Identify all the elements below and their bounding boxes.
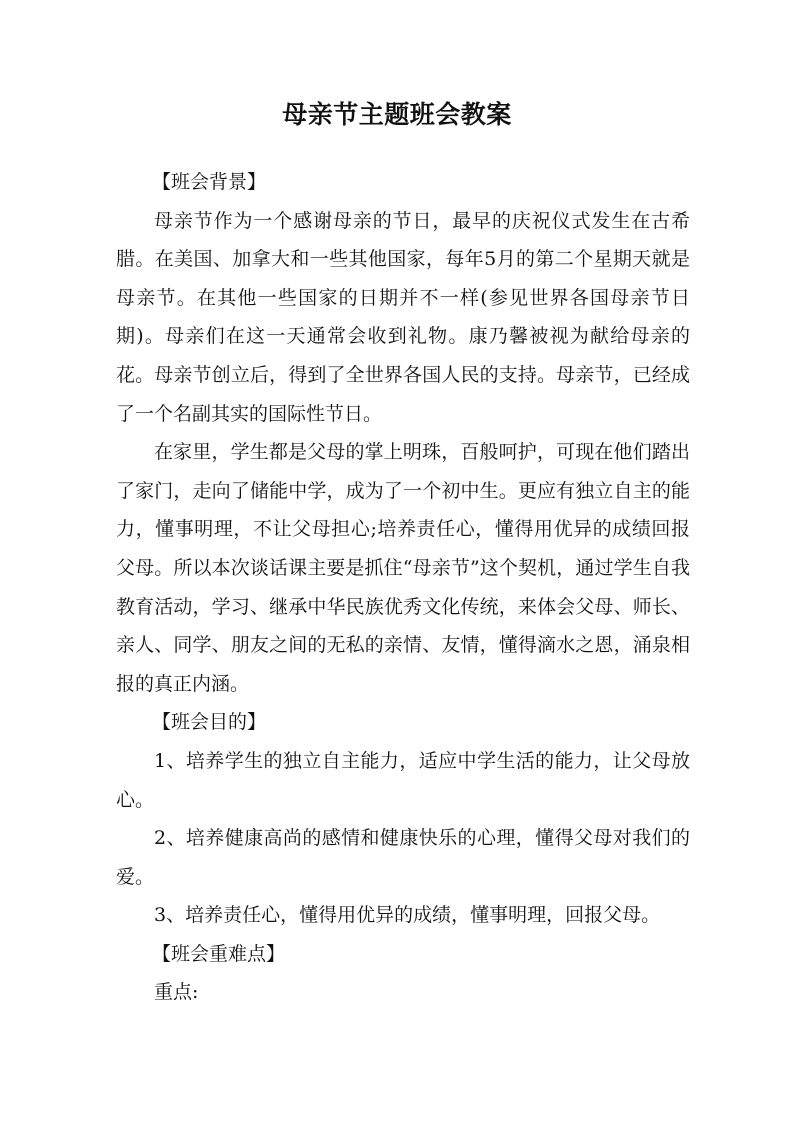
paragraph-students-context: 在家里，学生都是父母的掌上明珠，百般呵护，可现在他们踏出了家门，走向了储能中学，成为了一个初中生。更应有独立自主的能力，懂事明理，不让父母担心;培养责任心，懂得用优异的成绩回报父母。所以本次谈话课主要是抓住“母亲节”这个契机，通过学生自我教育活动，学习、继承中华民族优秀文化传统，来体会父母、师长、亲人、同学、朋友之间的无私的亲情、友情，懂得滴水之恩，涌泉相报的真正内涵。 xyxy=(116,441,690,695)
key-point-label: 重点: xyxy=(154,981,199,1004)
paragraph-mothers-day-history: 母亲节作为一个感谢母亲的节日，最早的庆祝仪式发生在古希腊。在美国、加拿大和一些其他国家，每年5月的第二个星期天就是母亲节。在其他一些国家的日期并不一样(参见世界各国母亲节日期)。母亲们在这一天通常会收到礼物。康乃馨被视为献给母亲的花。母亲节创立后，得到了全世界各国人民的支持。母亲节，已经成了一个名副其实的国际性节日。 xyxy=(116,209,690,425)
purpose-item-2: 2、培养健康高尚的感情和健康快乐的心理，懂得父母对我们的爱。 xyxy=(116,827,690,888)
purpose-item-3: 3、培养责任心，懂得用优异的成绩，懂事明理，回报父母。 xyxy=(154,904,661,927)
document-body xyxy=(116,163,690,1012)
section-heading-background: 【班会背景】 xyxy=(152,171,267,193)
section-heading-purpose: 【班会目的】 xyxy=(152,711,267,734)
purpose-item-1: 1、培养学生的独立自主能力，适应中学生活的能力，让父母放心。 xyxy=(116,749,690,811)
document-title: 母亲节主题班会教案 xyxy=(282,100,512,129)
section-heading-key-points: 【班会重难点】 xyxy=(152,942,286,965)
